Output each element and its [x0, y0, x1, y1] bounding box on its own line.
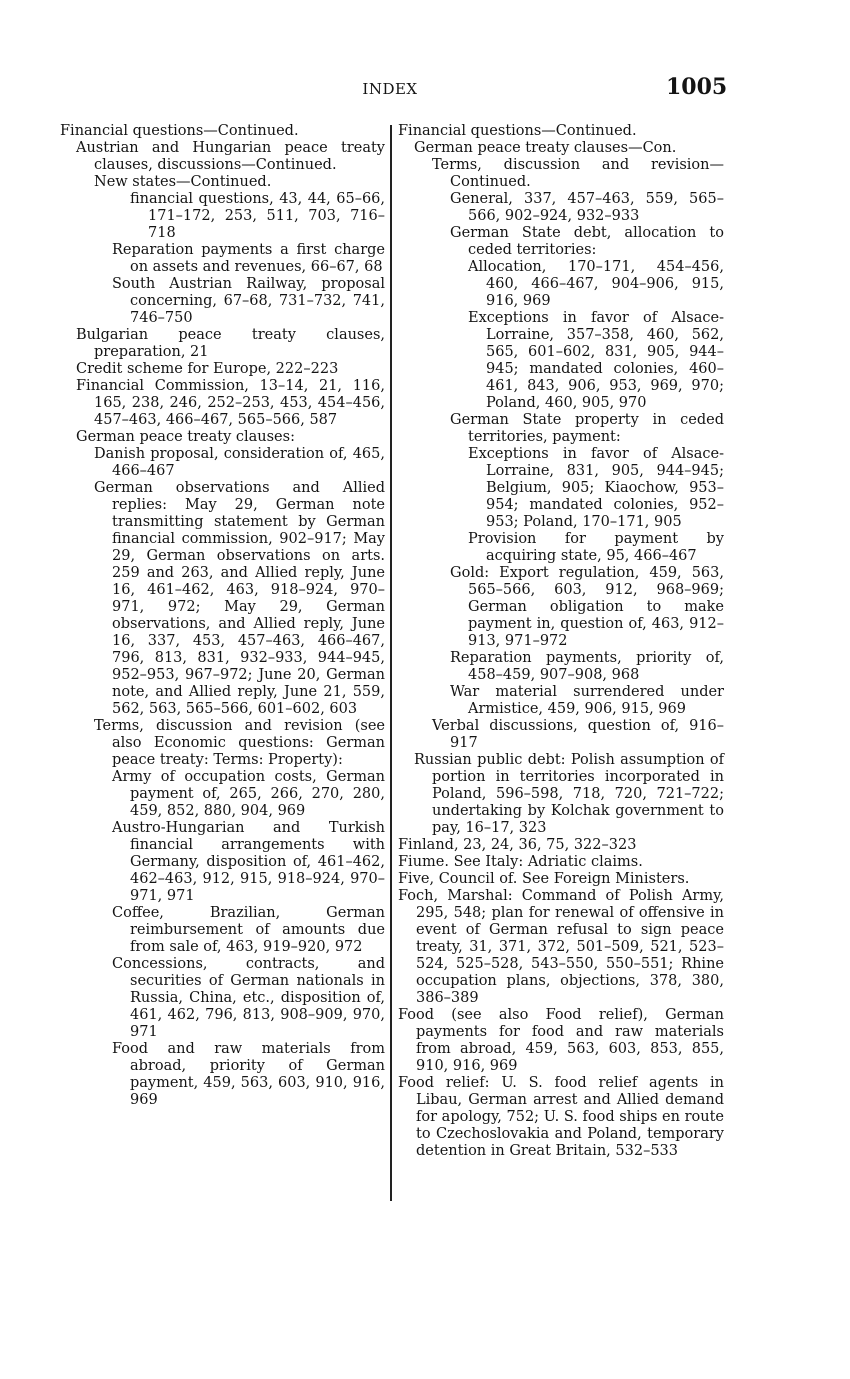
index-entry: German peace treaty clauses:: [76, 429, 295, 445]
page-number: 1005: [666, 74, 728, 100]
index-entry: Bulgarian peace treaty clauses, preparation, 21: [76, 327, 385, 360]
index-column-right: [398, 123, 724, 1160]
index-entry: Austrian and Hungarian peace treaty clauses, discussions—Continued.: [76, 140, 385, 173]
index-entry: Verbal discussions, question of, 916–917: [432, 718, 724, 751]
index-entry: Coffee, Brazilian, German reimbursement of amounts due from sale of, 463, 919–920, 972: [112, 905, 385, 955]
index-entry: German observations and Allied replies: May 29, German note transmitting statement by German financial commission, 902–917; May 29, German observations on arts. 259 and 263, and Allied reply, June 16, 461–462, 463, 918–924, 970–971, 972; May 29, German observations, and Allied reply, June 16, 337, 453, 457–463, 466–467, 796, 813, 831, 932–933, 944–945, 952–953, 967–972; June 20, German note, and Allied reply, June 21, 559, 562, 563, 565–566, 601–602, 603: [94, 480, 385, 717]
index-entry: Food (see also Food relief), German payments for food and raw materials from abroad, 459, 563, 603, 853, 855, 910, 916, 969: [398, 1007, 724, 1074]
index-entry: Gold: Export regulation, 459, 563, 565–566, 603, 912, 968–969; German obligation to make payment in, question of, 463, 912–913, 971–972: [450, 565, 724, 649]
index-entry: Army of occupation costs, German payment of, 265, 266, 270, 280, 459, 852, 880, 904, 969: [112, 769, 385, 819]
index-entry: Reparation payments, priority of, 458–459, 907–908, 968: [450, 650, 724, 683]
running-head-title: INDEX: [362, 80, 418, 98]
index-entry: Financial Commission, 13–14, 21, 116, 165, 238, 246, 252–253, 453, 454–456, 457–463, 466–467, 565–566, 587: [76, 378, 385, 428]
index-entry: Danish proposal, consideration of, 465, 466–467: [94, 446, 385, 479]
index-entry: Reparation payments a first charge on assets and revenues, 66–67, 68: [112, 242, 385, 275]
index-entry: Austro-Hungarian and Turkish financial arrangements with Germany, disposition of, 461–462, 462–463, 912, 915, 918–924, 970–971, 971: [112, 820, 385, 904]
index-entry: Concessions, contracts, and securities of German nationals in Russia, China, etc., disposition of, 461, 462, 796, 813, 908–909, 970, 971: [112, 956, 385, 1040]
index-entry: Allocation, 170–171, 454–456, 460, 466–467, 904–906, 915, 916, 969: [468, 259, 724, 309]
index-entry: Provision for payment by acquiring state, 95, 466–467: [468, 531, 724, 564]
index-entry: General, 337, 457–463, 559, 565–566, 902–924, 932–933: [450, 191, 724, 224]
index-entry: New states—Continued.: [94, 174, 272, 190]
index-entry: German State property in ceded territories, payment:: [450, 412, 724, 445]
index-entry: Foch, Marshal: Command of Polish Army, 295, 548; plan for renewal of offensive in event of German refusal to sign peace treaty, 31, 371, 372, 501–509, 521, 523–524, 525–528, 543–550, 550–551; Rhine occupation plans, objections, 378, 380, 386–389: [398, 888, 724, 1006]
index-column-left: [60, 123, 385, 1109]
index-entry: Exceptions in favor of Alsace-Lorraine, 357–358, 460, 562, 565, 601–602, 831, 905, 944–945; mandated colonies, 460–461, 843, 906, 953, 969, 970; Poland, 460, 905, 970: [468, 310, 724, 411]
index-entry: War material surrendered under Armistice, 459, 906, 915, 969: [450, 684, 724, 717]
index-entry: Finland, 23, 24, 36, 75, 322–323: [398, 837, 637, 853]
index-entry: Credit scheme for Europe, 222–223: [76, 361, 339, 377]
index-entry: Financial questions—Continued.: [398, 123, 637, 139]
index-entry: Five, Council of. See Foreign Ministers.: [398, 871, 690, 887]
index-entry: Fiume. See Italy: Adriatic claims.: [398, 854, 643, 870]
index-entry: Terms, discussion and revision (see also Economic questions: German peace treaty: Terms: Property):: [94, 718, 385, 768]
index-entry: Exceptions in favor of Alsace-Lorraine, 831, 905, 944–945; Belgium, 905; Kiaochow, 953–954; mandated colonies, 952–953; Poland, 170–171, 905: [468, 446, 724, 530]
index-entry: financial questions, 43, 44, 65–66, 171–172, 253, 511, 703, 716–718: [130, 191, 385, 241]
column-divider: [390, 125, 392, 1201]
index-entry: South Austrian Railway, proposal concerning, 67–68, 731–732, 741, 746–750: [112, 276, 385, 326]
index-entry: Russian public debt: Polish assumption of portion in territories incorporated in Poland, 596–598, 718, 720, 721–722; undertaking by Kolchak government to pay, 16–17, 323: [414, 752, 724, 836]
index-entry: Financial questions—Continued.: [60, 123, 299, 139]
index-entry: Food and raw materials from abroad, priority of German payment, 459, 563, 603, 910, 916, 969: [112, 1041, 385, 1108]
index-entry: Food relief: U. S. food relief agents in Libau, German arrest and Allied demand for apology, 752; U. S. food ships en route to Czechoslovakia and Poland, temporary detention in Great Britain, 532–533: [398, 1075, 724, 1159]
index-entry: German State debt, allocation to ceded territories:: [450, 225, 724, 258]
index-entry: Terms, discussion and revision—Continued.: [432, 157, 724, 190]
index-entry: German peace treaty clauses—Con.: [414, 140, 677, 156]
